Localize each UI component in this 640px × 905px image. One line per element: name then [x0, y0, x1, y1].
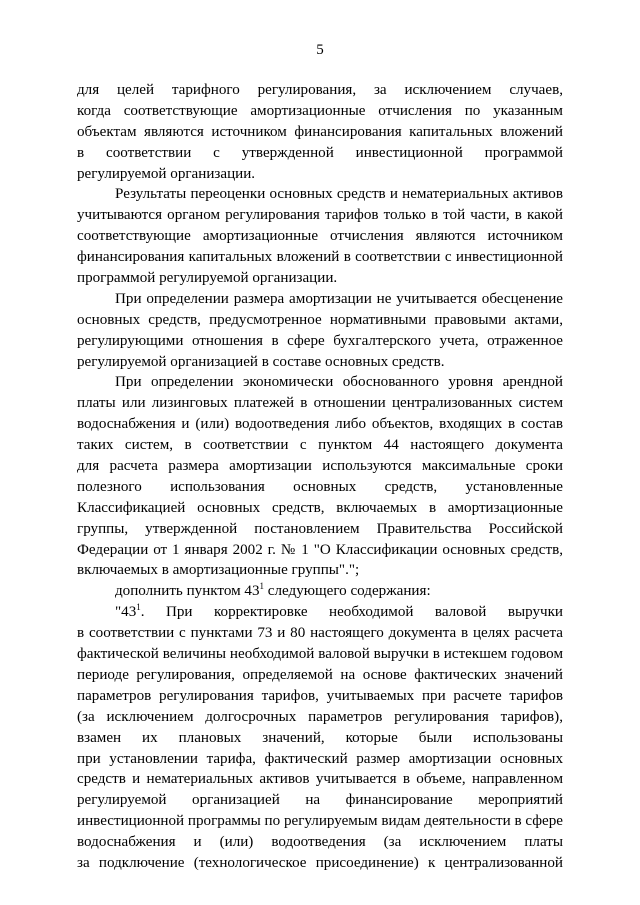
new-clause — [77, 602, 563, 874]
text-line: регулируемой организацией в составе основных средств. — [77, 353, 445, 370]
clause-first-line-text: . При корректировке необходимой валовой выручки — [140, 604, 563, 621]
paragraph — [77, 80, 563, 184]
text-line: взамен их плановых значений, которые были использованы — [77, 729, 563, 746]
text-line: регулируемой организации. — [77, 165, 256, 182]
text-line: инвестиционной программы по регулируемым видам деятельности в сфере — [77, 813, 563, 830]
text-line: когда соответствующие амортизационные отчисления по указанным — [77, 102, 563, 119]
text-line: в соответствии с пунктами 73 и 80 настоящего документа в целях расчета — [77, 625, 563, 642]
text-line: программой регулируемой организации. — [77, 270, 338, 287]
text-line: объектам являются источником финансирования капитальных вложений — [77, 123, 563, 140]
text-line: фактической величины необходимой валовой выручки в истекшем годовом — [77, 646, 563, 663]
text-line: платы или лизинговых платежей в отношении централизованных систем — [77, 395, 563, 412]
text-line: средств и нематериальных активов учитывается в объеме, направленном — [77, 771, 563, 788]
amendment-superscript: 1 — [259, 581, 265, 592]
text-line: (за исключением долгосрочных параметров регулирования тарифов), — [77, 708, 563, 725]
text-line: учитываются органом регулирования тарифов только в той части, в какой — [77, 207, 563, 224]
text-line: водоснабжения и (или) водоотведения (за исключением платы — [77, 834, 563, 851]
text-line: для целей тарифного регулирования, за исключением случаев, — [77, 82, 563, 98]
text-line: группы, утвержденной постановлением Правительства Российской — [77, 520, 563, 537]
clause-superscript: 1 — [136, 602, 141, 613]
text-line: Результаты переоценки основных средств и нематериальных активов — [115, 186, 563, 203]
text-line: финансирования капитальных вложений в соответствии с инвестиционной — [77, 249, 563, 266]
text-line: включаемых в амортизационные группы"."; — [77, 562, 360, 579]
text-line: При определении размера амортизации не учитывается обесценение — [115, 290, 563, 307]
text-line: регулируемой организацией на финансирование мероприятий — [77, 792, 563, 809]
new-clause-lines — [77, 623, 563, 874]
text-line: Классификацией основных средств, включаемых в амортизационные — [77, 499, 563, 516]
text-line: полезного использования основных средств, установленные — [77, 478, 563, 495]
text-line: для расчета размера амортизации используются максимальные сроки — [77, 458, 563, 475]
text-line: параметров регулирования тарифов, учитываемых при расчете тарифов — [77, 687, 563, 704]
amendment-instruction — [77, 581, 563, 602]
text-line: основных средств, предусмотренное нормативными правовыми актами, — [77, 311, 563, 328]
new-clause-first-line — [77, 602, 563, 623]
text-line: водоснабжения и (или) водоотведения либо объектов, входящих в состав — [77, 416, 563, 433]
clause-number: "43 — [115, 604, 137, 621]
text-line: при установлении тарифа, фактический размер амортизации основных — [77, 750, 563, 767]
text-line: периоде регулирования, определяемой на основе фактических значений — [77, 666, 563, 683]
paragraph — [77, 372, 563, 581]
text-line: в соответствии с утвержденной инвестиционной программой — [77, 144, 563, 161]
text-line: таких систем, в соответствии с пунктом 44 настоящего документа — [77, 437, 563, 454]
paragraph — [77, 289, 563, 373]
text-line: регулирующими отношения в сфере бухгалтерского учета, отраженное — [77, 332, 563, 349]
page-number: 5 — [316, 42, 324, 58]
amendment-text-before: дополнить пунктом 43 — [115, 583, 260, 600]
text-line: за подключение (технологическое присоединение) к централизованной — [77, 854, 563, 871]
paragraph — [77, 184, 563, 288]
text-line: При определении экономически обоснованного уровня арендной — [115, 374, 563, 391]
paragraphs — [77, 80, 563, 581]
text-line: соответствующие амортизационные отчисления являются источником — [77, 228, 563, 245]
document-body — [77, 80, 563, 874]
text-line: Федерации от 1 января 2002 г. № 1 "О Классификации основных средств, — [77, 541, 563, 558]
amendment-text-after: следующего содержания: — [264, 583, 431, 600]
